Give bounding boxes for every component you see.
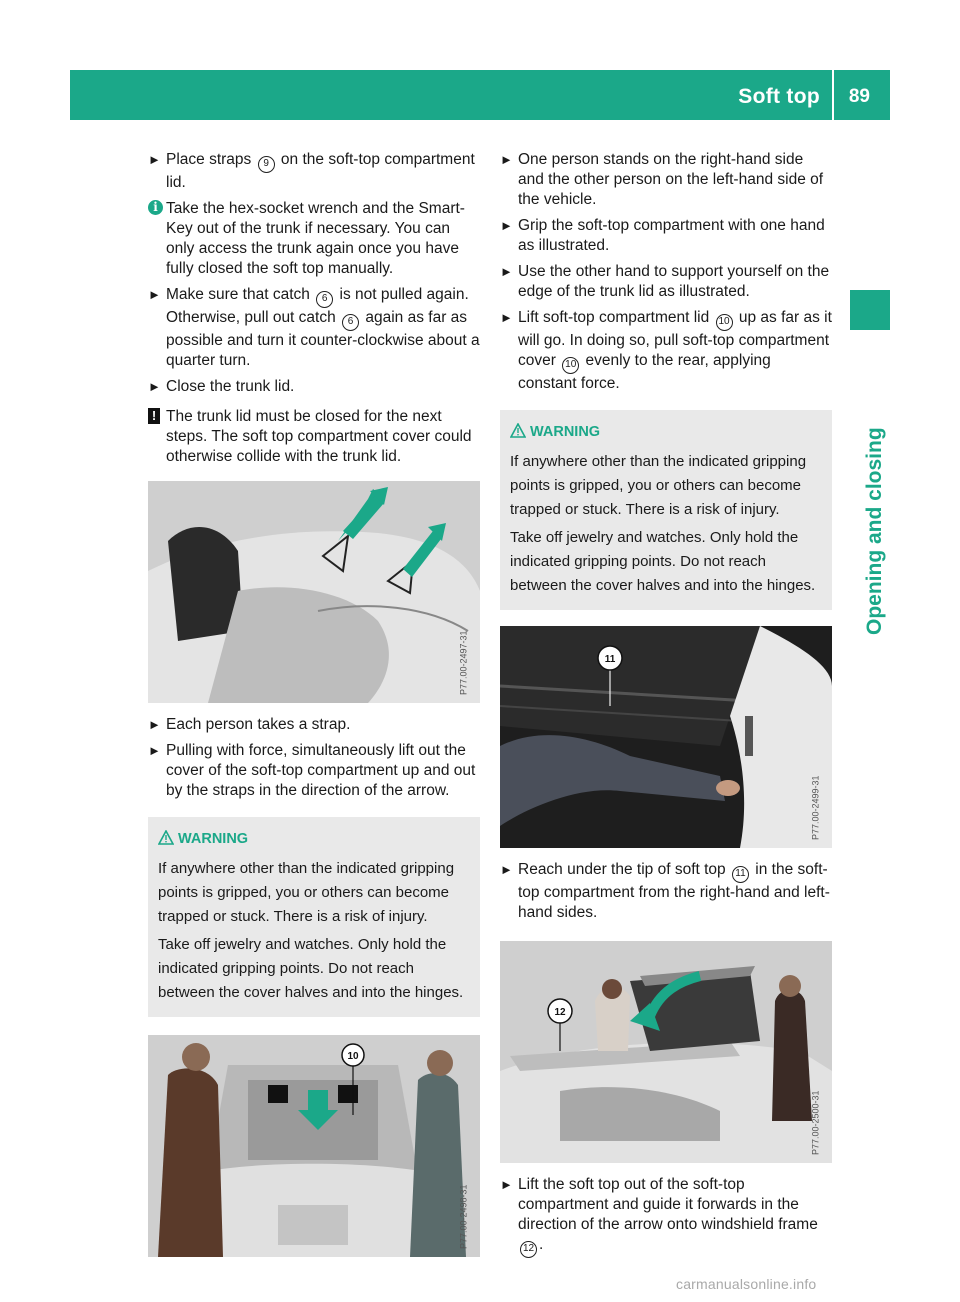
figure-reference: P77.00-2498-31	[459, 1184, 469, 1249]
step-item: ► One person stands on the right-hand side and the other person on the left-hand side of the vehicle.	[500, 151, 824, 208]
figure-reference: P77.00-2497-31	[459, 630, 469, 695]
step-arrow-icon: ►	[148, 717, 161, 732]
chapter-label	[862, 345, 888, 635]
figure-reference: P77.00-2500-31	[811, 1090, 821, 1155]
step-item: ► Reach under the tip of soft top 11 in the soft-top compartment from the right-hand and left-hand sides.	[500, 861, 830, 921]
footer-watermark[interactable]: carmanualsonline.info	[676, 1276, 817, 1292]
soft-top-forward-illustration	[500, 941, 832, 1163]
callout-label: 11	[604, 654, 616, 665]
callout-icon: 9	[258, 156, 275, 173]
right-column	[500, 150, 832, 1264]
page-header	[70, 70, 890, 120]
step-arrow-icon: ►	[500, 310, 513, 325]
step-arrow-icon: ►	[500, 218, 513, 233]
step-arrow-icon: ►	[500, 152, 513, 167]
callout-icon: 12	[520, 1241, 537, 1258]
step-item: ► Pulling with force, simultaneously lift out the cover of the soft-top compartment up and out by the straps in the direction of the arrow.	[148, 742, 476, 799]
step-item: ► Lift soft-top compartment lid 10 up as far as it will go. In doing so, pull soft-top compartment cover 10 evenly to the rear, applying constant force.	[500, 309, 832, 392]
step-item: ► Close the trunk lid.	[148, 378, 295, 395]
warning-heading: WARNING	[510, 422, 822, 442]
callout-icon: 10	[562, 357, 579, 374]
step-arrow-icon: ►	[148, 287, 161, 302]
warning-box	[500, 410, 832, 610]
figure-cover-lift	[148, 1035, 480, 1257]
warning-box	[148, 817, 480, 1017]
warning-heading: WARNING	[158, 829, 470, 849]
callout-icon: 10	[716, 314, 733, 331]
info-icon: i	[148, 200, 163, 215]
warning-triangle-icon	[510, 423, 526, 438]
reach-under-soft-top-illustration	[500, 626, 832, 848]
callout-icon: 6	[342, 314, 359, 331]
chapter-label-text: Opening and closing	[863, 427, 886, 635]
step-item: ► Grip the soft-top compartment with one hand as illustrated.	[500, 217, 825, 254]
figure-soft-top-straps	[148, 481, 480, 703]
step-arrow-icon: ►	[500, 1177, 513, 1192]
warning-text: If anywhere other than the indicated gripping points is gripped, you or others can become trapped or stuck. There is a risk of injury.	[158, 860, 455, 925]
step-item: ► Make sure that catch 6 is not pulled again. Otherwise, pull out catch 6 again as far as possible and turn it counter-clockwise about a quarter turn.	[148, 286, 480, 369]
step-item: ► Lift the soft top out of the soft-top compartment and guide it forwards in the direction of the arrow onto windshield frame 12 .	[500, 1175, 832, 1258]
info-note: i Take the hex-socket wrench and the Smart-Key out of the trunk if necessary. You can only access the trunk again once you have fully closed the soft top manually.	[148, 199, 480, 279]
callout-icon: 11	[732, 866, 749, 883]
warning-text: Take off jewelry and watches. Only hold the indicated gripping points. Do not reach between the cover halves and into the hinges.	[158, 936, 464, 1001]
two-people-lifting-illustration	[148, 1035, 480, 1257]
caution-note: ! The trunk lid must be closed for the next steps. The soft top compartment cover could otherwise collide with the trunk lid.	[148, 407, 480, 467]
figure-guide-soft-top	[500, 941, 832, 1163]
warning-triangle-icon	[158, 830, 174, 845]
car-rear-illustration	[148, 481, 480, 703]
page-number: 89	[848, 86, 870, 107]
chapter-tab	[850, 290, 890, 330]
callout-label: 12	[554, 1007, 566, 1018]
callout-label: 10	[347, 1051, 359, 1062]
warning-text: Take off jewelry and watches. Only hold the indicated gripping points. Do not reach between the cover halves and into the hinges.	[510, 529, 816, 594]
step-item: ► Place straps 9 on the soft-top compartment lid.	[148, 151, 475, 191]
step-arrow-icon: ►	[148, 152, 161, 167]
figure-grip-soft-top	[500, 626, 832, 848]
callout-icon: 6	[316, 291, 333, 308]
step-arrow-icon: ►	[500, 862, 513, 877]
section-title: Soft top	[738, 85, 820, 108]
figure-reference: P77.00-2499-31	[811, 775, 821, 840]
step-arrow-icon: ►	[148, 379, 161, 394]
exclamation-icon: !	[148, 408, 160, 424]
step-item: ► Use the other hand to support yourself on the edge of the trunk lid as illustrated.	[500, 263, 830, 300]
header-divider	[832, 70, 834, 120]
left-column	[148, 150, 480, 1269]
warning-text: If anywhere other than the indicated gripping points is gripped, you or others can become trapped or stuck. There is a risk of injury.	[510, 453, 807, 518]
step-item: ► Each person takes a strap.	[148, 716, 351, 733]
step-arrow-icon: ►	[148, 743, 161, 758]
step-arrow-icon: ►	[500, 264, 513, 279]
